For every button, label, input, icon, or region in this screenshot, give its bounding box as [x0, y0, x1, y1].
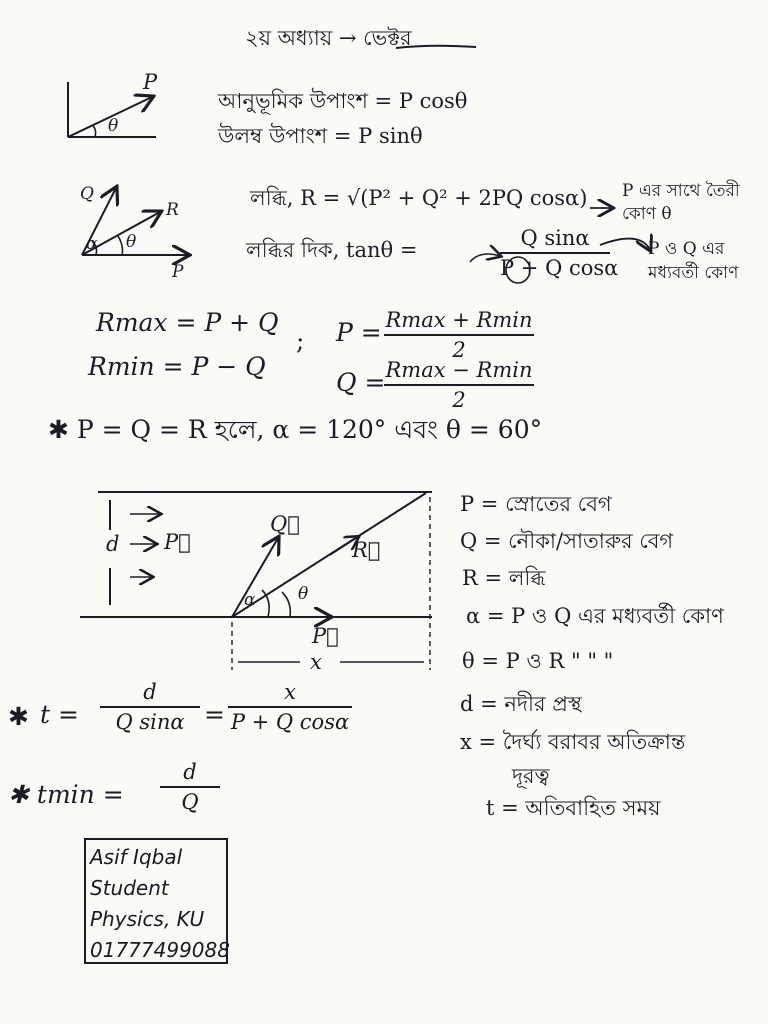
- p-lhs: P =: [336, 318, 382, 347]
- p-fraction: [384, 308, 534, 362]
- vertical-component: উলম্ব উপাংশ = P sinθ: [218, 124, 423, 148]
- resultant-r-label: R: [166, 200, 179, 220]
- direction-denominator: P + Q cosα: [500, 256, 619, 280]
- page-title: ২য় অধ্যায় → ভেক্টর: [245, 26, 412, 50]
- time-fraction-1-den: Q sinα: [115, 710, 185, 734]
- rmin-equation: Rmin = P − Q: [88, 352, 266, 381]
- component-p-label: P: [143, 70, 158, 94]
- author-phone: 01777499088: [90, 938, 230, 962]
- direction-fraction: [500, 226, 619, 280]
- legend-item: t = অতিবাহিত সময়: [486, 796, 661, 820]
- time-equals: =: [204, 700, 225, 729]
- legend-item: d = নদীর প্রস্থ: [460, 692, 582, 716]
- resultant-q-label: Q: [80, 184, 94, 204]
- legend-item: দূরত্ব: [512, 764, 550, 788]
- legend-item: θ = P ও R " " ": [462, 649, 614, 673]
- resultant-p-label: P: [172, 262, 184, 282]
- note-angle-line2: কোণ θ: [622, 204, 672, 224]
- legend-item: R = লব্ধি: [462, 566, 546, 590]
- author-dept: Physics, KU: [90, 907, 205, 931]
- river-alpha-label: α: [244, 590, 256, 610]
- p-numerator: Rmax + Rmin: [385, 308, 533, 332]
- component-theta-label: θ: [108, 116, 119, 136]
- legend-item: P = স্রোতের বেগ: [460, 492, 612, 516]
- time-fraction-2: [228, 680, 352, 734]
- q-denominator: 2: [452, 388, 466, 412]
- time-fraction-1-num: d: [143, 680, 157, 704]
- legend-item: x = দৈর্ঘ্য বরাবর অতিক্রান্ত: [460, 730, 686, 754]
- author-box: [84, 838, 228, 964]
- time-lhs: t =: [40, 700, 79, 729]
- legend-item: Q = নৌকা/সাতারুর বেগ: [460, 529, 674, 553]
- q-numerator: Rmax − Rmin: [385, 358, 533, 382]
- tmin-numerator: d: [183, 760, 197, 784]
- river-r-label: R⃗: [352, 538, 381, 562]
- resultant-theta-label: θ: [126, 232, 137, 252]
- note-between-line2: মধ্যবর্তী কোণ: [648, 263, 739, 283]
- river-x-label: x: [310, 650, 322, 674]
- note-between-line1: P ও Q এর: [648, 239, 725, 259]
- river-d-label: d: [106, 532, 120, 556]
- tmin-lhs: ✱ tmin =: [8, 780, 124, 809]
- time-star: ✱: [8, 702, 29, 731]
- separator: ;: [296, 326, 305, 355]
- river-p-bottom-label: P⃗: [312, 624, 339, 648]
- time-fraction-2-num: x: [284, 680, 296, 704]
- tmin-fraction: [160, 760, 220, 814]
- direction-label: লব্ধির দিক, tanθ =: [246, 238, 418, 262]
- author-name: Asif Iqbal: [90, 845, 183, 869]
- resultant-magnitude: লব্ধি, R = √(P² + Q² + 2PQ cosα): [250, 186, 588, 210]
- q-lhs: Q =: [336, 368, 386, 397]
- p-denominator: 2: [452, 338, 466, 362]
- river-theta-label: θ: [298, 584, 309, 604]
- q-fraction: [384, 358, 534, 412]
- river-q-label: Q⃗: [270, 512, 300, 536]
- resultant-alpha-label: α: [86, 234, 98, 254]
- tmin-denominator: Q: [181, 790, 199, 814]
- note-angle-line1: P এর সাথে তৈরী: [622, 181, 740, 201]
- horizontal-component: আনুভূমিক উপাংশ = P cosθ: [218, 89, 468, 113]
- river-p-arrow-label: P⃗: [164, 530, 191, 554]
- direction-numerator: Q sinα: [520, 226, 590, 250]
- rmax-equation: Rmax = P + Q: [96, 308, 279, 337]
- time-fraction-1: [100, 680, 200, 734]
- river-diagram: [80, 492, 432, 670]
- special-case: ✱ P = Q = R হলে, α = 120° এবং θ = 60°: [48, 415, 543, 444]
- time-fraction-2-den: P + Q cosα: [230, 710, 350, 734]
- author-role: Student: [90, 876, 169, 900]
- legend-item: α = P ও Q এর মধ্যবর্তী কোণ: [466, 604, 724, 628]
